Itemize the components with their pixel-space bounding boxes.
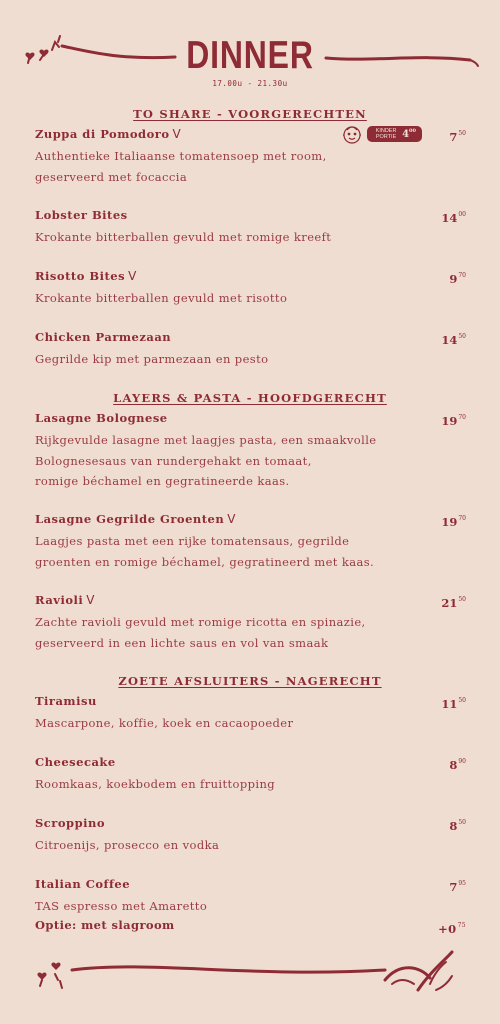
item-price: $8^{90}$ bbox=[449, 758, 466, 772]
menu-item bbox=[35, 592, 470, 653]
menu-item bbox=[35, 511, 470, 572]
item-price: $8^{50}$ bbox=[449, 819, 466, 833]
item-name: Lasagne Bolognese bbox=[35, 411, 168, 425]
item-description: Gegrilde kip met parmezaan en pesto bbox=[35, 352, 269, 366]
item-price: $14^{50}$ bbox=[441, 333, 466, 347]
item-name: Chicken Parmezaan bbox=[35, 330, 172, 344]
item-option bbox=[35, 917, 470, 936]
kids-portion-badge bbox=[367, 126, 422, 142]
item-name: Lasagne Gegrilde Groenten V bbox=[35, 512, 236, 526]
menu-title: DINNER bbox=[186, 34, 314, 77]
item-name: Lobster Bites bbox=[35, 208, 128, 222]
item-price: $7^{50}$ bbox=[449, 130, 466, 144]
menu-item bbox=[35, 268, 470, 309]
menu-item bbox=[35, 815, 470, 856]
kids-portion-price: $4^{00}$ bbox=[402, 128, 416, 140]
child-face-icon bbox=[341, 123, 363, 145]
menu-item bbox=[35, 693, 470, 734]
vegetarian-icon: V bbox=[172, 127, 182, 141]
item-description: Rijkgevulde lasagne met laagjes pasta, een smaakvolle Bolognesesaus van rundergehakt en tomaat, romige béchamel en gegratineerde kaas. bbox=[35, 433, 377, 488]
item-price: $14^{00}$ bbox=[441, 211, 466, 225]
section-title-layers-pasta: LAYERS & PASTA - HOOFDGERECHT bbox=[113, 391, 387, 405]
section-title-zoete-afsluiters: ZOETE AFSLUITERS - NAGERECHT bbox=[118, 674, 382, 688]
item-price: $11^{50}$ bbox=[441, 697, 466, 711]
vegetarian-icon: V bbox=[86, 593, 95, 607]
item-name: Cheesecake bbox=[35, 755, 116, 769]
item-description: Krokante bitterballen gevuld met risotto bbox=[35, 291, 288, 305]
vegetarian-icon: V bbox=[227, 512, 236, 526]
kids-portion-label: KINDER PORTIE bbox=[375, 128, 397, 140]
menu-item bbox=[35, 410, 470, 492]
item-name: Risotto Bites V bbox=[35, 269, 137, 283]
menu-item bbox=[35, 754, 470, 795]
item-description: Citroenijs, prosecco en vodka bbox=[35, 838, 220, 852]
opening-hours: 17.00u - 21.30u bbox=[212, 79, 288, 88]
item-description: Authentieke Italiaanse tomatensoep met room, geserveerd met focaccia bbox=[35, 149, 327, 184]
item-name: Zuppa di Pomodoro V bbox=[35, 127, 182, 141]
menu-item bbox=[35, 126, 470, 187]
vegetarian-icon: V bbox=[128, 269, 137, 283]
item-price: $21^{50}$ bbox=[441, 596, 466, 610]
item-description: Zachte ravioli gevuld met romige ricotta en spinazie, geserveerd in een lichte saus en vol van smaak bbox=[35, 615, 366, 650]
item-description: Krokante bitterballen gevuld met romige kreeft bbox=[35, 230, 332, 244]
item-name: Italian Coffee bbox=[35, 877, 131, 891]
option-label: Optie: met slagroom bbox=[35, 917, 175, 932]
item-price: $19^{70}$ bbox=[441, 414, 466, 428]
menu-item bbox=[35, 207, 470, 248]
option-price: $+0^{75}$ bbox=[438, 921, 466, 936]
item-name: Scroppino bbox=[35, 816, 106, 830]
item-description: Mascarpone, koffie, koek en cacaopoeder bbox=[35, 716, 294, 730]
item-price: $19^{70}$ bbox=[441, 515, 466, 529]
item-description: Laagjes pasta met een rijke tomatensaus, gegrilde groenten en romige béchamel, gegratineerd met kaas. bbox=[35, 534, 375, 569]
menu-item bbox=[35, 876, 470, 936]
item-name: Ravioli V bbox=[35, 593, 95, 607]
item-name: Tiramisu bbox=[35, 694, 97, 708]
item-price: $7^{95}$ bbox=[449, 880, 466, 894]
kids-portion bbox=[341, 123, 422, 145]
item-description: Roomkaas, koekbodem en fruittopping bbox=[35, 777, 276, 791]
footer-ornament bbox=[0, 950, 500, 1010]
menu-item bbox=[35, 329, 470, 370]
item-price: $9^{70}$ bbox=[449, 272, 466, 286]
section-title-to-share: TO SHARE - VOORGERECHTEN bbox=[133, 107, 367, 121]
item-description: TAS espresso met Amaretto bbox=[35, 899, 208, 913]
